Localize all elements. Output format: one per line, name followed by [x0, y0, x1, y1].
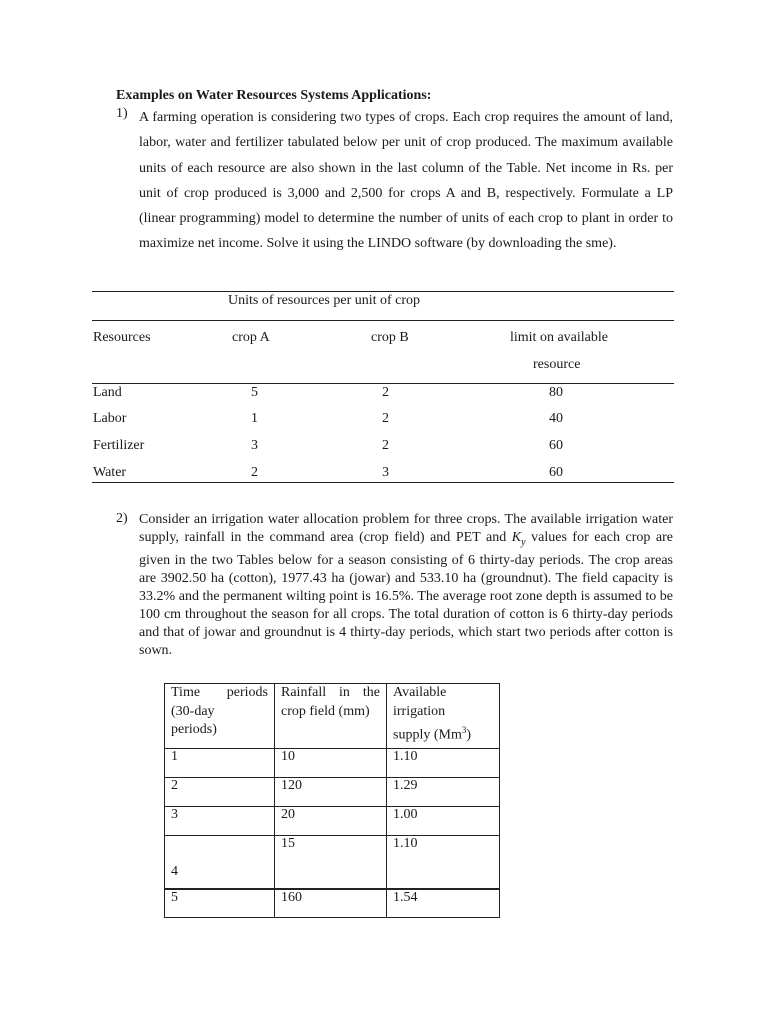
- rainfall-cell: 20: [275, 807, 387, 836]
- header-limit: limit on available: [510, 330, 608, 345]
- h1-word-1: Time: [171, 685, 201, 700]
- row-fertilizer-label: Fertilizer: [93, 438, 145, 453]
- h3-superscript: 3: [461, 725, 467, 735]
- h2-word-3: the: [362, 685, 380, 700]
- supply-cell: 1.54: [387, 889, 500, 918]
- h2-word-2: in: [339, 685, 350, 700]
- header-time-periods: [165, 684, 275, 749]
- table-bottom-rule: [92, 482, 674, 483]
- row-water-a: 2: [251, 465, 258, 480]
- header-supply: [387, 684, 500, 749]
- row-labor-b: 2: [382, 411, 389, 426]
- row-fertilizer-limit: 60: [549, 438, 563, 453]
- h3-line-1: Available: [393, 685, 447, 700]
- period-cell: 2: [165, 778, 275, 807]
- question-2-number: 2): [116, 511, 128, 526]
- q2-text-part2: values for each crop are given in the two Tables below for a season consisting of 6 thirty-day periods. The crop areas are 3902.50 ha (cotton), 1977.43 ha (jowar) and 533.10 ha (groundnut). The field capacity is 33.2% and the permanent wilting point is 16.5%. The average root zone depth is assumed to be 100 cm throughout the season for all crops. The total duration of cotton is 6 thirty-day periods and that of jowar and groundnut is 4 thirty-day periods, which start two periods after cotton is sown.: [139, 530, 673, 658]
- supply-cell: 1.00: [387, 807, 500, 836]
- period-cell: 1: [165, 749, 275, 778]
- rainfall-cell: 10: [275, 749, 387, 778]
- question-1-text: A farming operation is considering two types of crops. Each crop requires the amount of land, labor, water and fertilizer tabulated below per unit of crop produced. The maximum available units of each resource are also shown in the last column of the Table. Net income in Rs. per unit of crop produced is 3,000 and 2,500 for crops A and B, respectively. Formulate a LP (linear programming) model to determine the number of units of each crop to plant in order to maximize net income. Solve it using the LINDO software (by downloading the sme).: [139, 110, 673, 252]
- period-cell: 4: [165, 836, 275, 890]
- supply-cell: 1.10: [387, 749, 500, 778]
- row-labor-limit: 40: [549, 411, 563, 426]
- row-land-b: 2: [382, 385, 389, 400]
- row-land-limit: 80: [549, 385, 563, 400]
- row-labor-label: Labor: [93, 411, 127, 426]
- rainfall-cell: 15: [275, 836, 387, 890]
- table-row: [165, 807, 500, 836]
- header-rainfall: [275, 684, 387, 749]
- table-row: [165, 889, 500, 918]
- h1-word-2: periods: [226, 685, 268, 700]
- table-group-rule: [92, 320, 674, 321]
- question-1-number: 1): [116, 106, 128, 121]
- row-land-a: 5: [251, 385, 258, 400]
- table-header-row: [165, 684, 500, 749]
- h2-line-2: crop field (mm): [281, 703, 370, 719]
- h3-close: ): [466, 727, 472, 743]
- table-top-rule: [92, 291, 674, 292]
- table-row: [165, 749, 500, 778]
- question-2-text: [139, 511, 673, 660]
- k-symbol: K: [511, 530, 522, 545]
- h3-line-3: supply (Mm: [393, 727, 462, 743]
- row-fertilizer-b: 2: [382, 438, 389, 453]
- supply-cell: 1.29: [387, 778, 500, 807]
- q2-text-part1: Consider an irrigation water allocation problem for three crops. The available irrigation water supply, rainfall in the command area (crop field) and PET and: [139, 512, 673, 545]
- document-heading: Examples on Water Resources Systems Applications:: [116, 88, 432, 103]
- header-crop-a: crop A: [232, 330, 270, 345]
- table-row: [165, 778, 500, 807]
- row-land-label: Land: [93, 385, 122, 400]
- period-cell: 5: [165, 889, 275, 918]
- row-labor-a: 1: [251, 411, 258, 426]
- row-water-b: 3: [382, 465, 389, 480]
- row-fertilizer-a: 3: [251, 438, 258, 453]
- supply-cell: 1.10: [387, 836, 500, 890]
- rainfall-cell: 160: [275, 889, 387, 918]
- table-row: [165, 836, 500, 890]
- rainfall-cell: 120: [275, 778, 387, 807]
- h1-line-3: periods): [171, 722, 217, 737]
- group-header: Units of resources per unit of crop: [228, 293, 421, 308]
- row-water-limit: 60: [549, 465, 563, 480]
- header-resources: Resources: [93, 330, 151, 345]
- h3-line-2: irrigation: [393, 703, 446, 719]
- k-subscript: y: [521, 536, 526, 548]
- period-cell: 3: [165, 807, 275, 836]
- table-header-rule: [92, 383, 674, 384]
- row-water-label: Water: [93, 465, 127, 480]
- irrigation-table: [164, 683, 500, 918]
- header-limit-cont: resource: [533, 357, 581, 372]
- h1-line-2: (30-day: [171, 703, 215, 719]
- h2-word-1: Rainfall: [281, 685, 327, 700]
- header-crop-b: crop B: [371, 330, 409, 345]
